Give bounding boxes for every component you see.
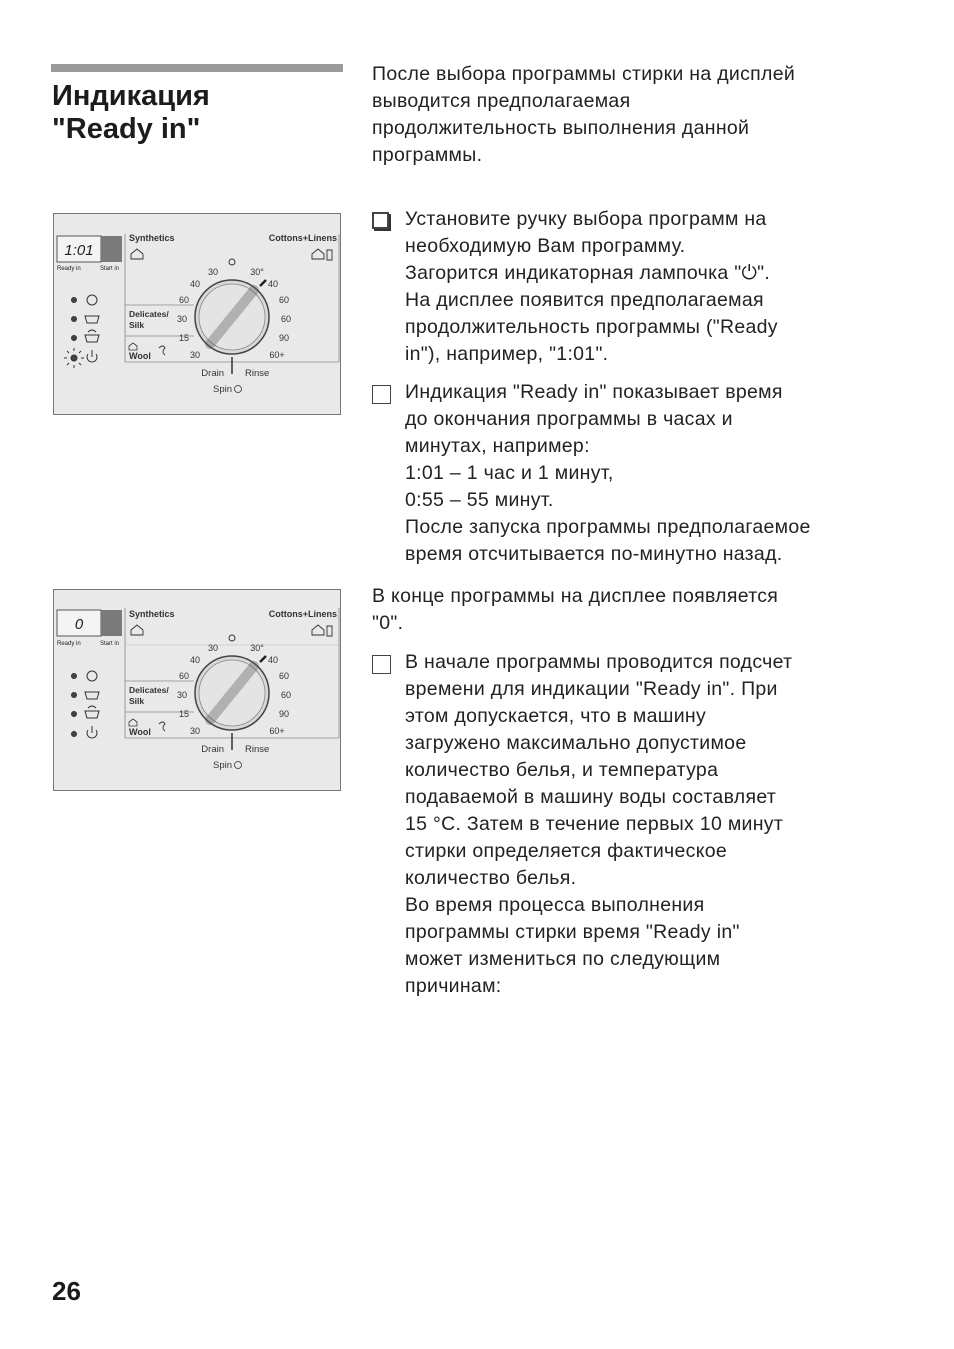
text-line: На дисплее появится предполагаемая xyxy=(405,289,764,311)
delicates-label: Delicates/ xyxy=(129,309,169,319)
text-line: время отсчитывается по-минутно назад. xyxy=(405,543,783,565)
end-paragraph xyxy=(372,583,778,637)
text-line: причинам: xyxy=(405,975,502,997)
temp-label: 30° xyxy=(250,643,264,653)
display-readout: 1:01 xyxy=(64,242,94,259)
rinse-symbol-icon xyxy=(85,316,99,323)
off-position-icon xyxy=(229,635,235,641)
title-line-2: "Ready in" xyxy=(52,113,201,145)
start-in-label: Start in xyxy=(100,266,120,272)
text-line: времени для индикации "Ready in". При xyxy=(405,678,778,700)
temp-label: 15 xyxy=(178,709,190,719)
temp-label: 30 xyxy=(207,267,219,277)
spin-label: Spin xyxy=(212,760,232,771)
text-line: Установите ручку выбора программ на xyxy=(405,208,767,230)
checkbox-bullet-icon xyxy=(372,212,389,229)
start-in-label: Start in xyxy=(100,641,120,647)
delicates-label: Delicates/ xyxy=(129,685,169,695)
section-rule xyxy=(51,64,343,72)
text-line: 15 °C. Затем в течение первых 10 минут xyxy=(405,813,784,835)
text-line: продолжительность программы ("Ready xyxy=(405,316,778,338)
note-box-icon xyxy=(372,385,391,404)
rinse-label: Rinse xyxy=(245,744,270,755)
ready-in-label: Ready in xyxy=(57,266,81,272)
text-line: этом допускается, что в машину xyxy=(405,705,707,727)
temp-label: 60 xyxy=(278,671,290,681)
wool-icon xyxy=(159,722,165,731)
text-line: Загорится индикаторная лампочка "⏻". xyxy=(405,262,771,284)
program-selector-knob xyxy=(195,656,269,730)
synthetics-label: Synthetics xyxy=(129,609,175,619)
program-selector-knob xyxy=(195,280,269,354)
text-line: необходимую Вам программу. xyxy=(405,235,686,257)
temp-label: 30 xyxy=(176,314,188,324)
synthetics-icon xyxy=(131,625,143,635)
lamp-wash-icon xyxy=(72,712,77,717)
temp-label: 90 xyxy=(278,333,290,343)
text-line: выводится предполагаемая xyxy=(372,90,631,112)
temp-label: 30 xyxy=(176,690,188,700)
temp-label: 60 xyxy=(280,690,292,700)
spin-symbol-icon xyxy=(87,671,97,681)
text-line: После запуска программы предполагаемое xyxy=(405,516,811,538)
temp-label: 30 xyxy=(189,350,201,360)
spin-symbol-icon xyxy=(87,295,97,305)
title-line-1: Индикация xyxy=(52,80,210,112)
wool-icon xyxy=(159,346,165,355)
temp-label: 30 xyxy=(207,643,219,653)
text-line: 0:55 – 55 минут. xyxy=(405,489,554,511)
lamp-rinse-icon xyxy=(72,693,77,698)
text-line: программы. xyxy=(372,144,483,166)
wool-label: Wool xyxy=(129,727,151,737)
lamp-power-icon xyxy=(72,732,77,737)
text-line: программы стирки время "Ready in" xyxy=(405,921,740,943)
spin-dial-icon xyxy=(235,762,242,769)
temp-label: 60 xyxy=(178,671,190,681)
spin-label: Spin xyxy=(212,384,232,395)
drain-label: Drain xyxy=(201,368,224,379)
section-title xyxy=(52,80,210,146)
temp-label: 60+ xyxy=(269,350,285,360)
silk-label: Silk xyxy=(129,320,145,330)
lamp-lit-icon xyxy=(64,348,84,368)
indicator-lamps xyxy=(64,295,99,368)
spin-dial-icon xyxy=(235,386,242,393)
delicates-icon xyxy=(129,343,137,350)
text-line: подаваемой в машину воды составляет xyxy=(405,786,777,808)
power-icon xyxy=(87,726,97,738)
text-line: Индикация "Ready in" показывает время xyxy=(405,381,783,403)
control-panel-illustration-2 xyxy=(53,589,341,791)
text-line: минутах, например: xyxy=(405,435,590,457)
rinse-label: Rinse xyxy=(245,368,270,379)
cottons-icon xyxy=(312,249,332,260)
power-icon xyxy=(87,350,97,362)
text-line: стирки определяется фактическое xyxy=(405,840,728,862)
temp-label: 60+ xyxy=(269,726,285,736)
drain-label: Drain xyxy=(201,744,224,755)
ready-in-label: Ready in xyxy=(57,641,81,647)
cottons-icon xyxy=(312,625,332,636)
temp-label: 40 xyxy=(189,655,201,665)
text-line: может измениться по следующим xyxy=(405,948,721,970)
temp-label: 40 xyxy=(267,279,279,289)
temp-label: 60 xyxy=(280,314,292,324)
temp-label: 40 xyxy=(267,655,279,665)
temp-label: 90 xyxy=(278,709,290,719)
indicator-lamps xyxy=(72,671,100,738)
temp-label: 60 xyxy=(178,295,190,305)
text-line: 1:01 – 1 час и 1 минут, xyxy=(405,462,614,484)
text-line: количество белья. xyxy=(405,867,577,889)
text-line: in"), например, "1:01". xyxy=(405,343,609,365)
text-line: В начале программы проводится подсчет xyxy=(405,651,793,673)
lamp-wash-icon xyxy=(72,336,77,341)
text-line: В конце программы на дисплее появляется xyxy=(372,585,779,607)
intro-paragraph xyxy=(372,61,795,169)
temp-label: 40 xyxy=(189,279,201,289)
text-line: После выбора программы стирки на дисплей xyxy=(372,63,796,85)
text-line: до окончания программы в часах и xyxy=(405,408,733,430)
cottons-linens-label: Cottons+Linens xyxy=(268,609,337,619)
off-position-icon xyxy=(229,259,235,265)
lamp-spin-icon xyxy=(72,298,77,303)
text-line: количество белья, и температура xyxy=(405,759,719,781)
temp-label: 15 xyxy=(178,333,190,343)
delicates-icon xyxy=(129,719,137,726)
wash-symbol-icon xyxy=(85,706,99,718)
temp-label: 60 xyxy=(278,295,290,305)
page-number: 26 xyxy=(52,1276,81,1306)
text-line: загружено максимально допустимое xyxy=(405,732,747,754)
synthetics-label: Synthetics xyxy=(129,233,175,243)
temp-label: 30 xyxy=(189,726,201,736)
text-line: "0". xyxy=(372,612,404,634)
synthetics-icon xyxy=(131,249,143,259)
text-line: продолжительность выполнения данной xyxy=(372,117,750,139)
text-line: Во время процесса выполнения xyxy=(405,894,705,916)
wash-symbol-icon xyxy=(85,330,99,342)
control-panel-illustration-1 xyxy=(53,213,341,415)
temp-label: 30° xyxy=(250,267,264,277)
wool-label: Wool xyxy=(129,351,151,361)
lamp-rinse-icon xyxy=(72,317,77,322)
lamp-spin-icon xyxy=(72,674,77,679)
rinse-symbol-icon xyxy=(85,692,99,699)
silk-label: Silk xyxy=(129,696,145,706)
display-readout: 0 xyxy=(74,616,84,633)
cottons-linens-label: Cottons+Linens xyxy=(268,233,337,243)
note-box-icon xyxy=(372,655,391,674)
